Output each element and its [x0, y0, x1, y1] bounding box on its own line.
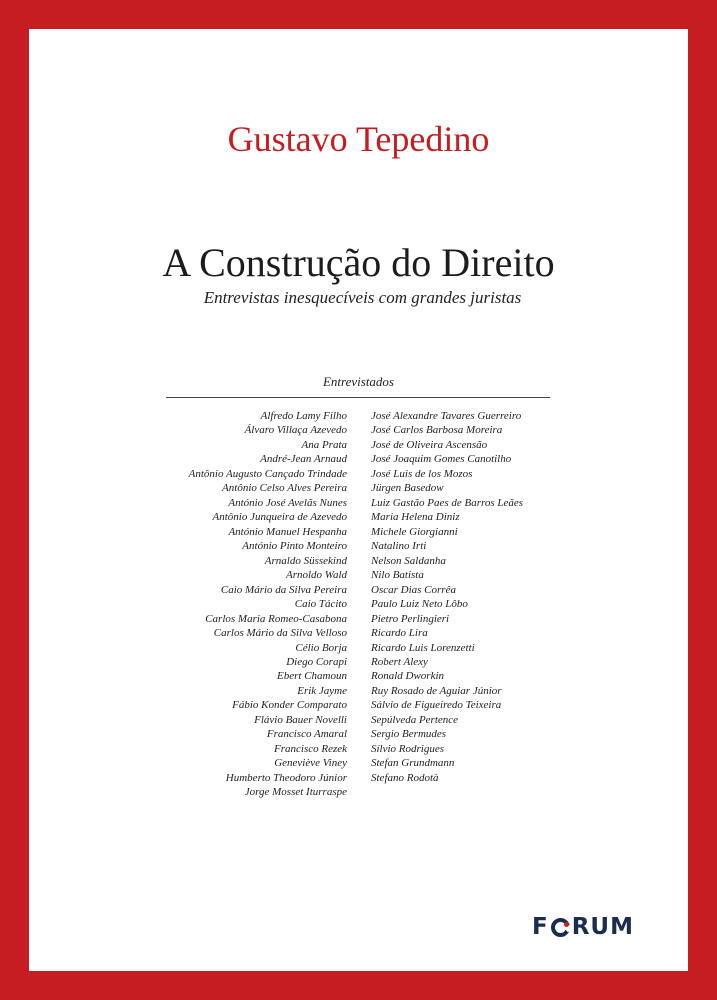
interviewee-name: Sepúlveda Pertence: [371, 713, 459, 726]
logo-text-left: F: [532, 914, 549, 940]
interviewee-name: Erik Jayme: [297, 684, 347, 697]
interviewees-list-left: [100, 409, 347, 800]
interviewee-name: Ricardo Lira: [371, 627, 428, 640]
interviewee-name: Arnaldo Süssekind: [264, 554, 347, 567]
interviewee-name: António José Avelãs Nunes: [228, 496, 347, 509]
interviewee-name: António Manuel Hespanha: [228, 525, 347, 538]
interviewee-name: Célio Borja: [295, 641, 347, 654]
interviewee-name: Arnoldo Wald: [285, 569, 347, 582]
interviewee-name: Ronald Dworkin: [371, 670, 445, 683]
interviewee-name: Fábio Konder Comparato: [232, 699, 347, 712]
interviewee-name: Sílvio Rodrigues: [371, 742, 445, 755]
interviewee-name: Paulo Luiz Neto Lôbo: [371, 598, 468, 611]
interviewee-name: Antônio Junqueira de Azevedo: [212, 511, 347, 524]
interviewee-name: Nilo Batista: [371, 569, 424, 582]
interviewees-list-right: [371, 409, 621, 785]
interviewee-name: Francisco Rezek: [274, 742, 347, 755]
interviewee-name: Natalino Irti: [371, 540, 427, 553]
interviewee-name: Maria Helena Diniz: [371, 511, 460, 524]
author-name: Gustavo Tepedino: [227, 119, 490, 159]
interviewee-name: Jorge Mosset Iturraspe: [244, 786, 347, 799]
interviewee-name: Antônio Augusto Cançado Trindade: [188, 467, 347, 480]
interviewee-name: António Pinto Monteiro: [242, 540, 347, 553]
interviewee-name: Diego Corapi: [286, 655, 347, 668]
interviewee-name: Álvaro Villaça Azevedo: [244, 424, 347, 437]
book-subtitle: Entrevistas inesquecíveis com grandes juristas: [203, 288, 522, 307]
interviewee-name: Flávio Bauer Novelli: [254, 713, 347, 726]
interviewee-name: Sálvio de Figueiredo Teixeira: [371, 699, 502, 712]
interviewee-name: André-Jean Arnaud: [260, 453, 347, 466]
interviewee-name: Stefano Rodotà: [371, 771, 439, 784]
interviewee-name: José Carlos Barbosa Moreira: [371, 424, 503, 437]
interviewee-name: Antônio Celso Alves Pereira: [222, 482, 347, 495]
interviewee-name: Caio Tácito: [294, 598, 347, 611]
interviewee-name: Ruy Rosado de Aguiar Júnior: [371, 684, 502, 697]
interviewee-name: José Luis de los Mozos: [371, 467, 473, 480]
interviewee-name: Humberto Theodoro Júnior: [225, 771, 347, 784]
interviewee-name: Carlos Maria Romeo-Casabona: [205, 612, 347, 625]
interviewee-name: Caio Mário da Silva Pereira: [220, 583, 347, 596]
interviewee-name: José Alexandre Tavares Guerreiro: [371, 410, 522, 422]
interviewee-name: José de Oliveira Ascensão: [371, 438, 488, 451]
logo-text-right: RUM: [571, 914, 634, 940]
interviewee-name: Francisco Amaral: [266, 728, 347, 741]
publisher-logo: [532, 912, 634, 942]
interviewee-name: Nelson Saldanha: [371, 554, 446, 567]
interviewee-name: Pietro Perlingieri: [371, 612, 450, 625]
interviewee-name: Ana Prata: [301, 438, 347, 451]
interviewee-name: Michele Giorgianni: [371, 525, 458, 538]
interviewee-name: Geneviève Viney: [274, 757, 347, 770]
interviewee-name: Carlos Mário da Silva Velloso: [213, 627, 347, 640]
heading-divider: [166, 397, 550, 398]
interviewee-name: Ebert Chamoun: [277, 670, 347, 683]
interviewee-name: Sergio Bermudes: [371, 728, 447, 741]
interviewee-name: Ricardo Luis Lorenzetti: [371, 641, 475, 654]
interviewee-name: Jürgen Basedow: [371, 482, 444, 495]
book-title: A Construção do Direito: [162, 240, 555, 285]
interviewees-heading: Entrevistados: [322, 374, 394, 389]
interviewee-name: José Joaquim Gomes Canotilho: [371, 453, 512, 466]
interviewee-name: Stefan Grundmann: [371, 757, 455, 770]
interviewee-name: Robert Alexy: [371, 655, 428, 668]
interviewee-name: Oscar Dias Corrêa: [371, 583, 456, 596]
forum-o-ring-icon: [551, 918, 570, 937]
interviewee-name: Alfredo Lamy Filho: [260, 410, 347, 422]
interviewee-name: Luiz Gastão Paes de Barros Leães: [371, 496, 524, 509]
